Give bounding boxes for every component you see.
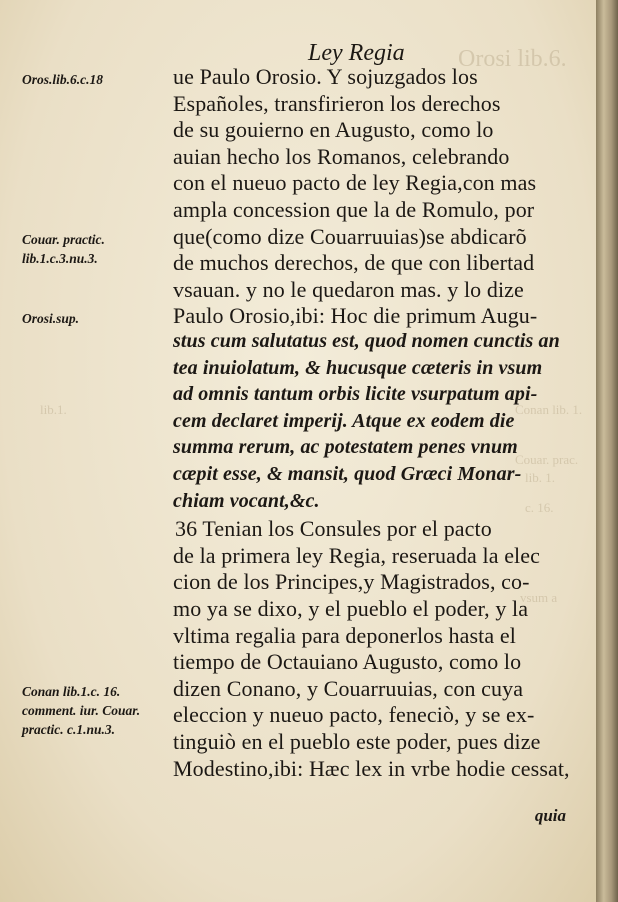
- text-line: mo ya se dixo, y el pueblo el poder, y la: [173, 596, 529, 621]
- text-line: cem declaret imperij. Atque ex eodem die: [173, 409, 515, 432]
- text-line: summa rerum, ac potestatem penes vnum: [173, 436, 518, 459]
- text-line: que(como dize Couarruuias)se abdicarõ: [173, 223, 527, 249]
- text-line: dizen Conano, y Couarruuias, con cuya: [173, 675, 524, 701]
- margin-note: Couar. practic. lib.1.c.3.nu.3.: [22, 231, 105, 266]
- text-line: eleccion y nueuo pacto, feneciò, y se ex-: [173, 702, 535, 728]
- text-line: cæpit esse, & mansit, quod Græci Monar-: [173, 463, 522, 485]
- text-line: vltima regalia para deponerlos hasta el: [173, 622, 516, 648]
- text-line: Modestino,ibi: Hæc lex in vrbe hodie cessat,: [173, 755, 570, 781]
- text-line: de la primera ley Regia, reseruada la elec: [173, 542, 540, 568]
- margin-note: Oros.lib.6.c.18: [22, 72, 103, 87]
- text-line: ampla concession que la de Romulo, por: [173, 197, 535, 222]
- text-line: cion de los Principes,y Magistrados, co-: [173, 569, 530, 595]
- margin-note: Orosi.sup.: [22, 311, 80, 327]
- margin-note: Conan lib.1.c. 16. comment. iur. Couar. practic. c.1.nu.3.: [22, 683, 141, 737]
- bleed-through-text: lib.1.: [40, 402, 67, 417]
- text-line: de muchos derechos, de que con libertad: [173, 250, 535, 276]
- text-line: ue Paulo Orosio. Y sojuzgados los: [173, 64, 478, 89]
- text-line: 36 Tenian los Consules por el pacto: [175, 516, 492, 542]
- catchword: quia: [534, 806, 566, 825]
- text-line: chiam vocant,&c.: [173, 489, 320, 512]
- bleed-through-text: vsum a: [520, 590, 558, 605]
- text-line: ad omnis tantum orbis licite vsurpatum api-: [173, 383, 538, 406]
- text-line: tinguiò en el pueblo este poder, pues dize: [173, 729, 541, 754]
- text-line: tiempo de Octauiano Augusto, como lo: [173, 649, 522, 675]
- bleed-through-text: Orosi lib.6.: [458, 46, 567, 72]
- text-line: vsauan. y no le quedaron mas. y lo dize: [173, 276, 524, 302]
- page-edge: [596, 0, 618, 902]
- running-title: Ley Regia: [308, 40, 405, 66]
- text-line: auian hecho los Romanos, celebrando: [173, 143, 510, 169]
- bleed-through-text: c. 16.: [525, 500, 554, 515]
- text-line: de su gouierno en Augusto, como lo: [173, 117, 494, 143]
- bleed-through-text: Couar. prac.: [515, 452, 579, 467]
- text-line: Paulo Orosio,ibi: Hoc die primum Augu-: [173, 303, 538, 329]
- text-line: stus cum salutatus est, quod nomen cunctis an: [173, 330, 560, 352]
- bleed-through-text: Conan lib. 1.: [515, 402, 583, 417]
- text-line: tea inuiolatum, & hucusque cæteris in vsum: [173, 356, 543, 379]
- text-line: Españoles, transfirieron los derechos: [173, 90, 501, 116]
- text-line: con el nueuo pacto de ley Regia,con mas: [173, 170, 537, 196]
- bleed-through-text: lib. 1.: [525, 470, 555, 485]
